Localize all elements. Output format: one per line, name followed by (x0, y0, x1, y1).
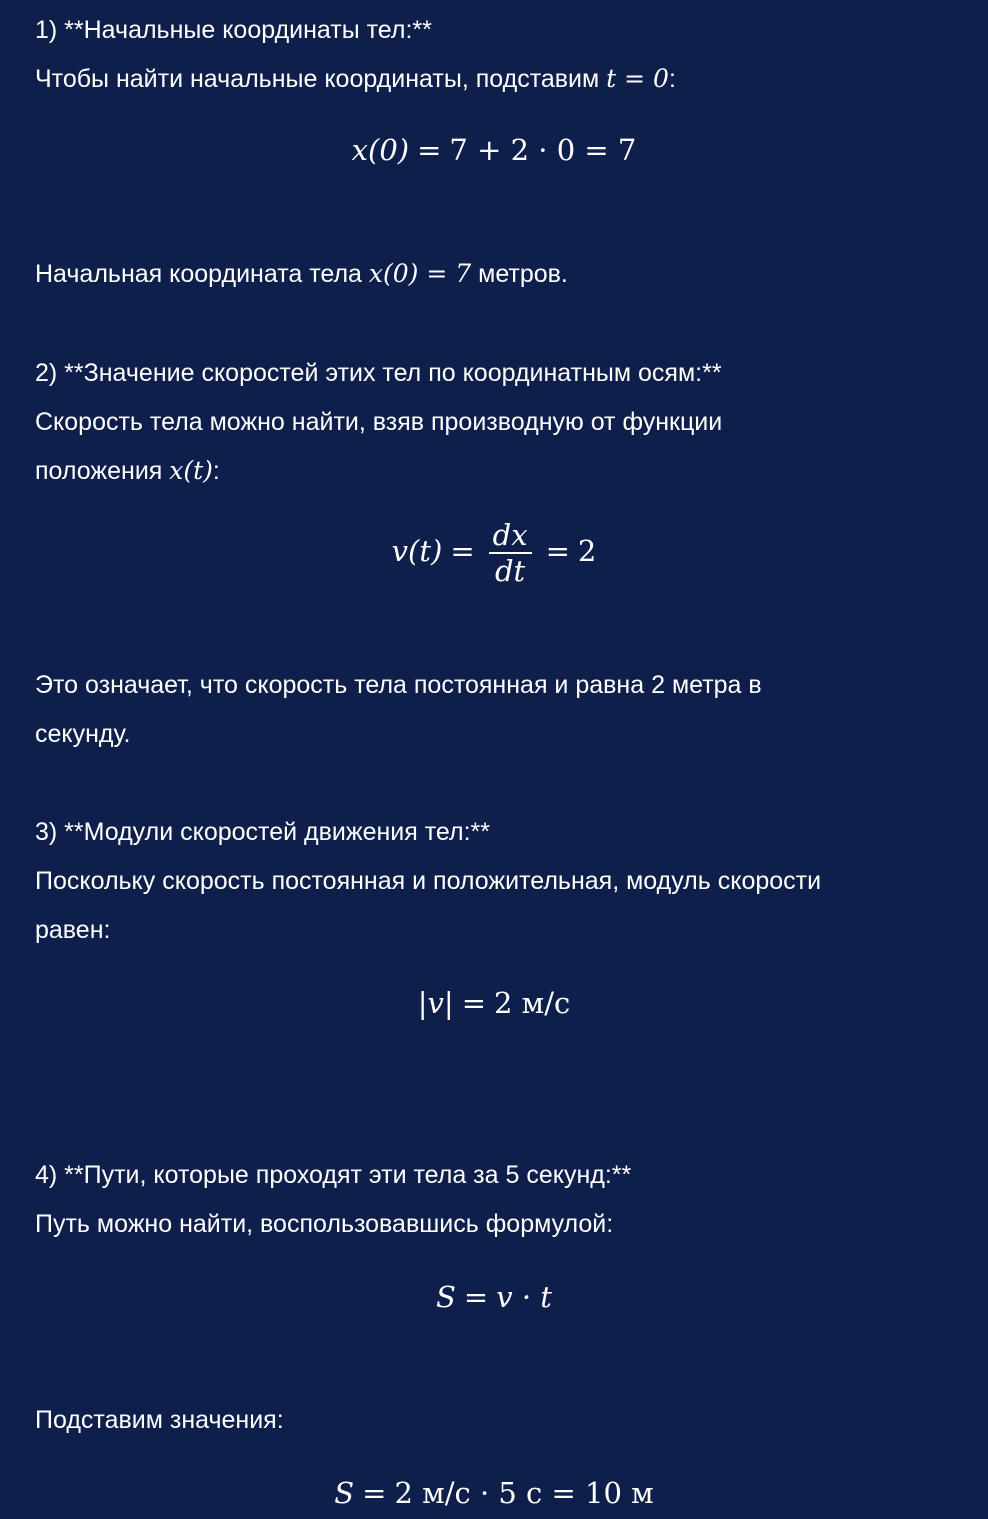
equation-result-rhs: 2 м/с · 5 с = 10 м (394, 1476, 654, 1510)
section-1-result-unit: метров. (471, 260, 568, 288)
section-3-heading: 3) **Модули скоростей движения тел:** (35, 818, 490, 846)
equation-velocity-lhs: v(t) (391, 534, 443, 568)
equation-velocity-rhs: 2 (577, 534, 597, 568)
equation-x0: x(0) = 7 + 2 · 0 = 7 (351, 133, 637, 167)
section-2-line-2-colon: : (212, 457, 220, 485)
section-1-intro-math: t = 0 (606, 64, 669, 93)
section-2-heading: 2) **Значение скоростей этих тел по координатным осям:** (35, 359, 722, 387)
equation-velocity: v(t) = $\frac{dx}{dt}$ = 2 (391, 518, 597, 588)
section-2-line-2-math: x(t) (169, 456, 213, 485)
section-1-result-math: x(0) = 7 (368, 259, 472, 288)
section-1-intro-text: Чтобы найти начальные координаты, подставим (35, 65, 607, 93)
section-2-result-line-1: Это означает, что скорость тела постоянная и равна 2 метра в (35, 671, 762, 699)
equation-path-rhs: v · t (496, 1280, 552, 1314)
section-1-intro (35, 64, 676, 94)
derivative-fraction (489, 518, 532, 588)
fraction-numerator: dx (492, 518, 528, 552)
section-4-line-1: Путь можно найти, воспользовавшись формулой: (35, 1210, 614, 1238)
section-1-result (35, 259, 568, 289)
equation-result-lhs: S (334, 1476, 355, 1510)
section-2-line-2 (35, 456, 220, 486)
equation-path-result: S = 2 м/с · 5 с = 10 м (334, 1476, 654, 1510)
section-2-line-1: Скорость тела можно найти, взяв производную от функции (35, 408, 723, 436)
section-4-substitution: Подставим значения: (35, 1406, 284, 1434)
section-3-line-1: Поскольку скорость постоянная и положительная, модуль скорости (35, 867, 822, 895)
equation-speed-rhs: 2 м/с (494, 986, 571, 1020)
equation-speed-modulus: |v| = 2 м/с (417, 986, 571, 1020)
section-1-heading: 1) **Начальные координаты тел:** (35, 16, 432, 44)
equation-path-lhs: S (436, 1280, 456, 1314)
section-4-heading: 4) **Пути, которые проходят эти тела за 5 секунд:** (35, 1161, 632, 1189)
fraction-denominator: dt (494, 554, 526, 588)
section-2-line-2-text: положения (35, 457, 170, 485)
equation-x0-rhs: 7 + 2 · 0 = 7 (449, 133, 637, 167)
section-1-intro-colon: : (668, 65, 676, 93)
section-2-result-line-2: секунду. (35, 720, 131, 748)
section-3-line-2: равен: (35, 916, 111, 944)
equation-x0-lhs: x(0) (351, 133, 410, 167)
equation-path-formula: S = v · t (436, 1280, 552, 1314)
section-1-result-text: Начальная координата тела (35, 260, 369, 288)
equation-speed-lhs: |v| (417, 986, 454, 1020)
